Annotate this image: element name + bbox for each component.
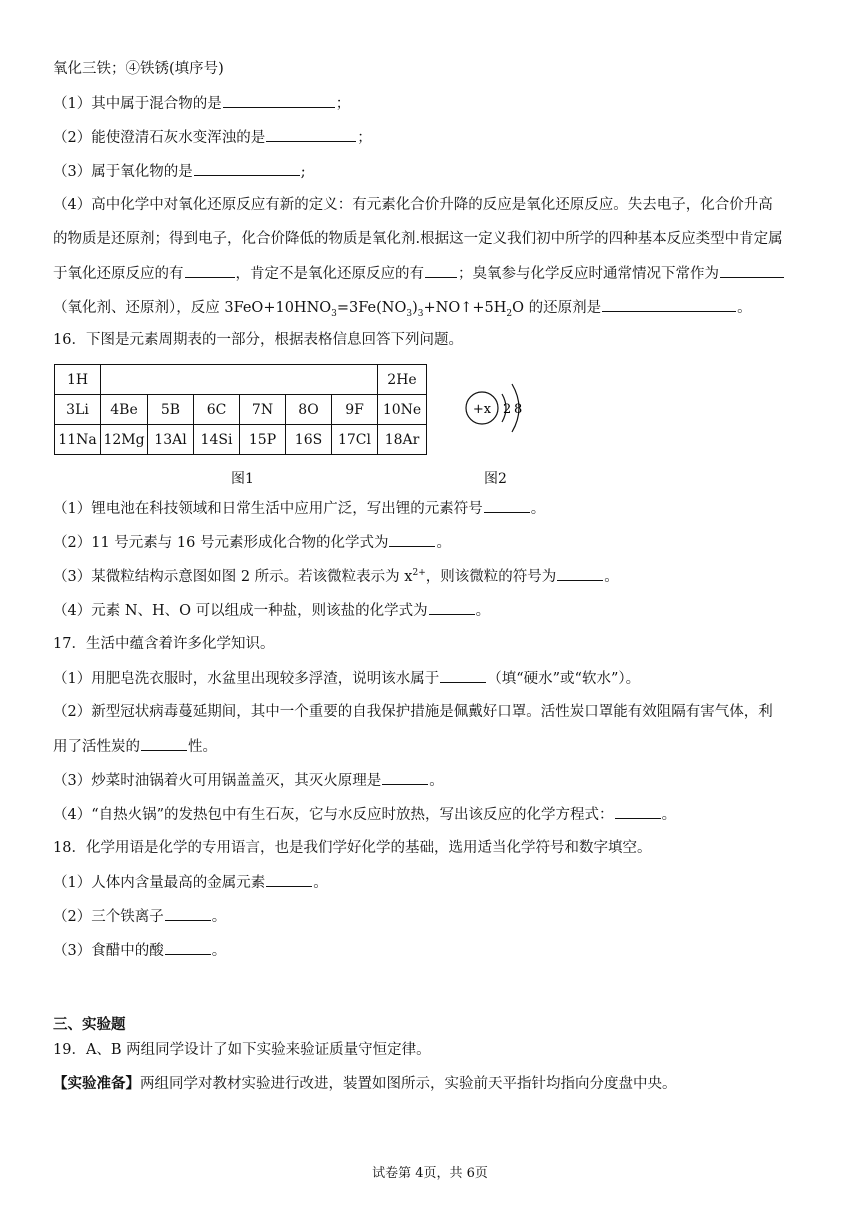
subscript: 2 (506, 308, 513, 319)
question-15-4-line4 (53, 297, 810, 318)
text: （1）用肥皂洗衣服时，水盆里出现较多浮渣，说明该水属于 (53, 671, 440, 687)
question-18-1 (53, 872, 810, 893)
text: 。 (604, 569, 619, 585)
text: 。 (475, 603, 491, 619)
element-cell: 5B (148, 395, 194, 425)
element-cell: 1H (55, 365, 101, 395)
element-cell: 2He (378, 365, 427, 395)
question-15-2 (53, 127, 810, 148)
element-cell: 6C (194, 395, 240, 425)
text: ，肯定不是氧化还原反应的有 (235, 266, 424, 282)
text: ；臭氧参与化学反应时通常情况下常作为 (458, 266, 719, 282)
text: 性。 (188, 739, 217, 755)
text: 于氧化还原反应的有 (53, 266, 184, 282)
question-17-2-line1 (53, 702, 810, 722)
question-18-stem (53, 838, 810, 858)
periodic-table (54, 364, 427, 455)
answer-blank[interactable] (185, 263, 235, 278)
answer-blank[interactable] (266, 872, 312, 887)
text: 。 (429, 773, 444, 789)
element-cell: 9F (332, 395, 378, 425)
text: ； (357, 130, 372, 146)
answer-blank[interactable] (194, 161, 300, 176)
element-cell: 16S (286, 425, 332, 455)
answer-blank[interactable] (720, 263, 784, 278)
answer-blank[interactable] (602, 297, 736, 312)
subscript: 3 (331, 308, 337, 319)
table-gap (101, 365, 378, 395)
question-17-3 (53, 770, 810, 791)
text: （4）元素 N、H、O 可以组成一种盐，则该盐的化学式为 (53, 603, 428, 619)
atom-structure-diagram (456, 374, 536, 440)
question-15-4-line2 (53, 229, 810, 249)
text: （2）11 号元素与 16 号元素形成化合物的化学式为 (53, 535, 389, 551)
element-cell: 10Ne (378, 395, 427, 425)
text: （1）人体内含量最高的金属元素 (53, 875, 266, 891)
question-17-4 (53, 804, 810, 825)
label: 【实验准备】 (53, 1075, 140, 1092)
answer-blank[interactable] (266, 127, 356, 142)
element-cell: 18Ar (378, 425, 427, 455)
text: ; (300, 164, 306, 180)
text: （3）炒菜时油锅着火可用锅盖盖灭，其灭火原理是 (53, 773, 382, 789)
element-cell: 14Si (194, 425, 240, 455)
element-cell: 17Cl (332, 425, 378, 455)
answer-blank[interactable] (389, 532, 435, 547)
text: （2）新型冠状病毒蔓延期间，其中一个重要的自我保护措施是佩戴好口罩。活性炭口罩能有效阻隔有害气体，利 (53, 704, 773, 720)
text: 19．A、B 两组同学设计了如下实验来验证质量守恒定律。 (53, 1042, 431, 1058)
question-17-1 (53, 668, 810, 689)
text: 。 (211, 943, 227, 959)
text: （4）高中化学中对氧化还原反应有新的定义：有元素化合价升降的反应是氧化还原反应。失去电子，化合价升高 (53, 197, 773, 213)
answer-blank[interactable] (440, 668, 486, 683)
text-line (53, 59, 810, 79)
question-16-stem (53, 330, 810, 350)
question-18-2 (53, 906, 810, 927)
question-17-2-line2 (53, 736, 810, 757)
page-footer: 试卷第 4页，共 6页 (372, 1166, 488, 1181)
text: （1）其中属于混合物的是 (53, 96, 222, 112)
question-15-4-line1 (53, 195, 810, 215)
element-cell: 12Mg (101, 425, 148, 455)
question-17-stem (53, 634, 810, 654)
text: （填“硬水”或“软水”）。 (487, 671, 641, 687)
superscript: 2+ (412, 568, 426, 579)
text: =3Fe(NO (336, 300, 407, 316)
element-cell: 11Na (55, 425, 101, 455)
question-15-1 (53, 93, 810, 114)
question-16-1 (53, 498, 810, 519)
answer-blank[interactable] (165, 906, 211, 921)
element-cell: 4Be (101, 395, 148, 425)
text: （氧化剂、还原剂），反应 3FeO+10HNO (53, 300, 332, 316)
text: O 的还原剂是 (512, 300, 602, 316)
question-15-3 (53, 161, 810, 182)
answer-blank[interactable] (484, 498, 530, 513)
answer-blank[interactable] (165, 940, 211, 955)
text: （3）某微粒结构示意图如图 2 所示。若该微粒表示为 x (53, 569, 413, 585)
answer-blank[interactable] (557, 566, 603, 581)
text: 。 (313, 875, 328, 891)
text: 。 (436, 535, 451, 551)
text: 两组同学对教材实验进行改进，装置如图所示，实验前天平指针均指向分度盘中央。 (140, 1076, 677, 1092)
text: ) (412, 300, 418, 316)
subscript: 3 (406, 308, 413, 319)
text: 。 (530, 501, 546, 517)
answer-blank[interactable] (223, 93, 335, 108)
question-18-3 (53, 940, 810, 961)
text: 的物质是还原剂；得到电子，化合价降低的物质是氧化剂.根据这一定义我们初中所学的四种基本反应类型中肯定属 (53, 231, 783, 247)
text: （2）能使澄清石灰水变浑浊的是 (53, 130, 266, 146)
answer-blank[interactable] (429, 600, 475, 615)
section-heading: 三、实验题 (53, 1017, 126, 1033)
element-cell: 13Al (148, 425, 194, 455)
element-cell: 15P (240, 425, 286, 455)
answer-blank[interactable] (425, 263, 457, 278)
text: （4）“自热火锅”的发热包中有生石灰，它与水反应时放热，写出该反应的化学方程式： (53, 807, 614, 823)
figure-2-caption: 图2 (484, 471, 507, 487)
text: 氧化三铁；④铁锈(填序号) (53, 61, 224, 77)
question-19-prep (53, 1074, 810, 1094)
text: 。 (661, 807, 677, 823)
text: （3）属于氧化物的是 (53, 164, 193, 180)
text: （3）食醋中的酸 (53, 943, 164, 959)
element-cell: 7N (240, 395, 286, 425)
subscript: 3 (417, 308, 424, 319)
text: 18．化学用语是化学的专用语言，也是我们学好化学的基础，选用适当化学符号和数字填空。 (53, 840, 652, 856)
question-16-3 (53, 566, 810, 587)
answer-blank[interactable] (615, 804, 661, 819)
question-19-stem (53, 1040, 810, 1060)
element-cell: 8O (286, 395, 332, 425)
text: 。 (737, 300, 752, 316)
text: 17．生活中蕴含着许多化学知识。 (53, 636, 275, 652)
figure-1-caption: 图1 (231, 471, 254, 487)
answer-blank[interactable] (382, 770, 428, 785)
shell-1-electrons: 2 (503, 402, 512, 417)
shell-2-electrons: 8 (514, 402, 523, 417)
text: （1）锂电池在科技领域和日常生活中应用广泛，写出锂的元素符号 (53, 501, 483, 517)
text: ，则该微粒的符号为 (425, 569, 557, 585)
text: （2）三个铁离子 (53, 909, 164, 925)
element-cell: 3Li (55, 395, 101, 425)
text: 用了活性炭的 (53, 739, 140, 755)
question-16-4 (53, 600, 810, 621)
text: 16．下图是元素周期表的一部分，根据表格信息回答下列问题。 (53, 332, 463, 348)
question-16-2 (53, 532, 810, 553)
text: ； (335, 96, 351, 112)
answer-blank[interactable] (141, 736, 187, 751)
text: +NO↑+5H (423, 300, 507, 316)
question-15-4-line3 (53, 263, 810, 284)
text: 。 (211, 909, 227, 925)
nucleus-label: +x (472, 402, 492, 417)
